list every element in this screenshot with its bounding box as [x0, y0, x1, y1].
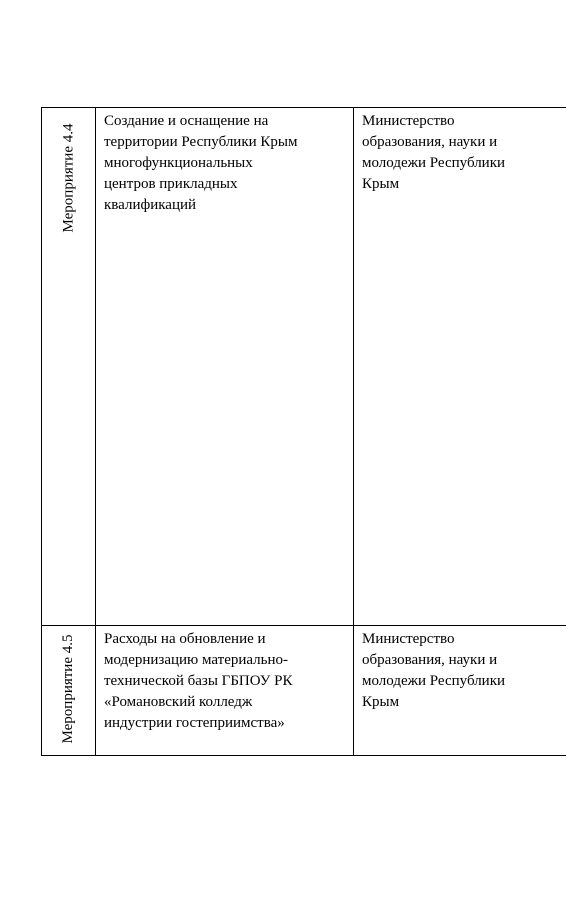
measure-label-cell	[42, 108, 96, 626]
measure-label: Мероприятие 4.5	[60, 634, 76, 744]
responsible-cell	[354, 626, 566, 756]
measure-description: Расходы на обновление и модернизацию материально- технической базы ГБПОУ РК «Романовский колледж индустрии гостеприимства»	[104, 631, 293, 731]
measure-label: Мероприятие 4.4	[60, 123, 76, 233]
measure-label-cell	[42, 626, 96, 756]
responsible-cell	[354, 108, 566, 626]
measures-table	[41, 107, 566, 756]
measure-description-cell	[96, 626, 354, 756]
measure-description-cell	[96, 108, 354, 626]
responsible-executor: Министерство образования, науки и молодежи Республики Крым	[362, 631, 506, 710]
responsible-executor: Министерство образования, науки и молодежи Республики Крым	[362, 113, 506, 192]
measure-description: Создание и оснащение на территории Республики Крым многофункциональных центров прикладных квалификаций	[104, 113, 298, 213]
table-row	[42, 626, 566, 756]
table-row	[42, 108, 566, 626]
